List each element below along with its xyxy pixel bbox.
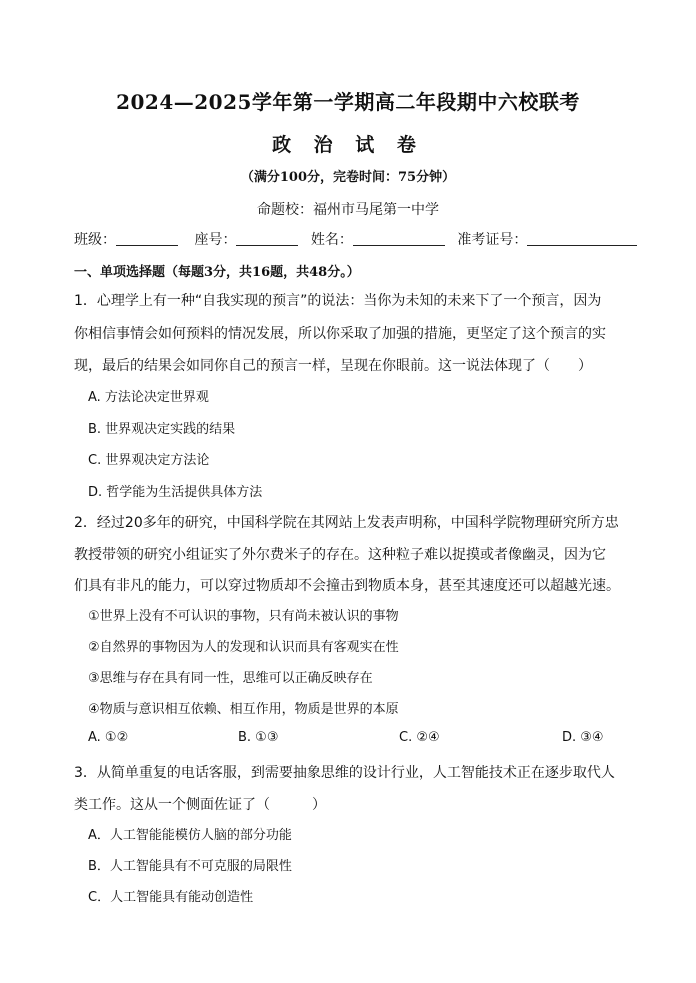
name-blank[interactable] — [353, 231, 445, 246]
q2-stem-line: 们具有非凡的能力，可以穿过物质却不会撞击到物质本身，甚至其速度还可以超越光速。 — [74, 578, 620, 594]
q2-option-a[interactable]: A. ①② — [88, 730, 129, 745]
q2-option-b[interactable]: B. ①③ — [238, 730, 279, 745]
q2-option-d[interactable]: D. ③④ — [562, 730, 604, 745]
q2-option-c[interactable]: C. ②④ — [399, 730, 440, 745]
student-info-row — [74, 229, 634, 249]
q3-option-a[interactable]: A．人工智能能模仿人脑的部分功能 — [88, 828, 292, 843]
q1-option-c[interactable]: C. 世界观决定方法论 — [88, 453, 210, 468]
q1-option-a[interactable]: A. 方法论决定世界观 — [88, 390, 209, 405]
q1-option-b[interactable]: B. 世界观决定实践的结果 — [88, 422, 236, 437]
q3-option-c[interactable]: C．人工智能具有能动创造性 — [88, 890, 254, 905]
q2-statement-3: ③思维与存在具有同一性，思维可以正确反映存在 — [88, 671, 373, 686]
q1-stem-line: 你相信事情会如何预料的情况发展，所以你采取了加强的措施，更坚定了这个预言的实 — [74, 326, 606, 342]
class-label: 班级： — [74, 232, 116, 248]
q3-option-b[interactable]: B．人工智能具有不可克服的局限性 — [88, 859, 292, 874]
q2-statement-4: ④物质与意识相互依赖、相互作用，物质是世界的本原 — [88, 702, 399, 717]
exam-number-label: 准考证号： — [457, 232, 528, 248]
q3-stem-line: 3．从简单重复的电话客服，到需要抽象思维的设计行业，人工智能技术正在逐步取代人 — [74, 765, 615, 781]
name-label: 姓名： — [310, 232, 353, 248]
exam-title: 2024—2025学年第一学期高二年段期中六校联考 — [116, 90, 580, 114]
q1-stem-line: 现，最后的结果会如同你自己的预言一样，呈现在你眼前。这一说法体现了（ ） — [74, 358, 592, 374]
seat-blank[interactable] — [236, 231, 298, 246]
q2-stem-line: 教授带领的研究小组证实了外尔费米子的存在。这种粒子难以捉摸或者像幽灵，因为它 — [74, 547, 606, 563]
q1-option-d[interactable]: D. 哲学能为生活提供具体方法 — [88, 485, 263, 500]
q1-stem-line: 1．心理学上有一种“自我实现的预言”的说法：当你为未知的未来下了一个预言，因为 — [74, 293, 602, 309]
exam-number-blank[interactable] — [527, 231, 637, 246]
seat-label: 座号： — [194, 232, 237, 248]
q2-stem-line: 2．经过20多年的研究，中国科学院在其网站上发表声明称，中国科学院物理研究所方忠 — [74, 515, 619, 531]
class-blank[interactable] — [116, 231, 178, 246]
q3-stem-line: 类工作。这从一个侧面佐证了（ ） — [74, 797, 326, 813]
exam-meta: （满分100分，完卷时间：75分钟） — [240, 170, 456, 185]
section-heading: 一、单项选择题（每题3分，共16题，共48分。） — [74, 265, 360, 280]
subject-title: 政 治 试 卷 — [272, 134, 424, 156]
setter-school: 命题校：福州市马尾第一中学 — [257, 202, 439, 218]
q2-statement-1: ①世界上没有不可认识的事物，只有尚未被认识的事物 — [88, 609, 399, 624]
q2-statement-2: ②自然界的事物因为人的发现和认识而具有客观实在性 — [88, 640, 399, 655]
